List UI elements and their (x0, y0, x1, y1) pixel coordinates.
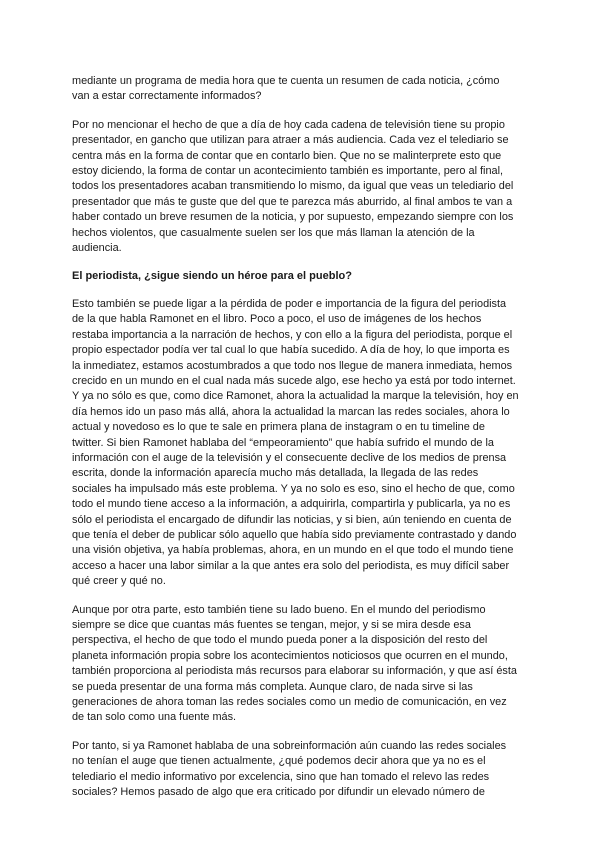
text-line: sociales ha impulsado más este problema. Y ya no solo es eso, sino el hecho de que, como (72, 482, 515, 495)
text-line: presentador que más te guste que del que te parezca más aburrido, al final ambos te van a (72, 195, 513, 208)
text-line: de la que habla Ramonet en el libro. Poco a poco, el uso de imágenes de los hechos (72, 313, 482, 326)
text-line: Esto también se puede ligar a la pérdida de poder e importancia de la figura del periodista (72, 297, 507, 310)
text-line: estoy diciendo, la forma de contar un acontecimiento también es importante, pero al final, (72, 165, 504, 178)
text-line: crecido en un mundo en el cual nada más sucede algo, ese hecho ya está por todo internet. (72, 374, 516, 387)
body-paragraph (72, 118, 534, 257)
text-line: día hemos ido un paso más allá, ahora la actualidad la marcan las redes sociales, ahora lo (72, 405, 510, 418)
text-line: qué creer y qué no. (72, 575, 166, 588)
body-paragraph (72, 603, 534, 726)
text-line: información con el auge de la televisión y el consecuente declive de los medios de prensa (72, 451, 507, 464)
text-line: acceso a hacer una labor similar a la que antes era solo del periodista, es muy difícil saber (72, 559, 510, 572)
text-line: audiencia. (72, 242, 122, 255)
text-line: la inmediatez, estamos acostumbrados a que todo nos llegue de manera inmediata, hemos (72, 359, 513, 372)
text-line: restaba importancia a la narración de hechos, y con ello a la figura del periodista, porque el (72, 328, 513, 341)
text-line: se pueda presentar de una forma más completa. Aunque claro, de nada sirve si las (72, 680, 473, 693)
text-line: escrita, donde la información aparecía mucho más detallada, la llegada de las redes (72, 467, 479, 480)
body-paragraph (72, 739, 534, 801)
text-line: presentador, en gancho que utilizan para atraer a más audiencia. Cada vez el telediario se (72, 134, 509, 147)
text-line: haber contado un breve resumen de la noticia, y por supuesto, empezando siempre con los (72, 211, 514, 224)
text-line: de tan solo como una fuente más. (72, 711, 237, 724)
text-line: sólo el periodista el encargado de difundir las noticias, y si bien, aún teniendo en cuenta de (72, 513, 512, 526)
text-line: planeta información propia sobre los acontecimientos noticiosos que ocurren en el mundo, (72, 649, 508, 662)
text-line: que tenía el deber de publicar sólo aquello que había sido previamente contrastado y dando (72, 528, 517, 541)
body-paragraph (72, 297, 534, 590)
text-line: mediante un programa de media hora que te cuenta un resumen de cada noticia, ¿cómo (72, 75, 500, 87)
text-line: Y ya no sólo es que, como dice Ramonet, ahora la actualidad la marque la televisión, hoy en (72, 390, 519, 403)
text-line: una visión objetiva, ya había problemas, ahora, en un mundo en el que todo el mundo tiene (72, 544, 514, 557)
text-line: sociales? Hemos pasado de algo que era criticado por difundir un elevado número de (72, 786, 485, 799)
text-line: twitter. Si bien Ramonet hablaba del “empeoramiento” que había sufrido el mundo de la (72, 436, 494, 449)
text-line: siempre se dice que cuantas más fuentes se tengan, mejor, y si se mira desde esa (72, 619, 471, 631)
text-line: Por tanto, si ya Ramonet hablaba de una sobreinformación aún cuando las redes sociales (72, 739, 507, 752)
text-line: propio espectador podía ver tal cual lo que había sucedido. A día de hoy, lo que importa es (72, 344, 510, 357)
text-line: perspectiva, el hecho de que todo el mundo pueda poner a la disposición del resto del (72, 634, 488, 647)
text-line: Aunque por otra parte, esto también tiene su lado bueno. En el mundo del periodismo (72, 603, 486, 616)
text-line: hechos violentos, que casualmente suelen ser los que más llaman la atención de la (72, 226, 475, 239)
text-line: telediario el medio informativo por excelencia, sino que han tomado el relevo las redes (72, 770, 490, 783)
text-line: generaciones de ahora toman las redes sociales como un medio de comunicación, en vez (72, 696, 507, 709)
section-heading: El periodista, ¿sigue siendo un héroe para el pueblo? (72, 270, 352, 283)
text-line: centra más en la forma de contar que en contarlo bien. Que no se malinterprete esto que (72, 149, 502, 162)
text-line: actual y novedoso es lo que te sale en primera plana de instagram o en tu timeline de (72, 421, 485, 434)
body-paragraph (72, 74, 534, 105)
text-line: no tenían el auge que tienen actualmente, ¿qué podemos decir ahora que ya no es el (72, 755, 486, 768)
text-line: todo el mundo tiene acceso a la información, a adquirirla, compartirla y publicarla, ya no es (72, 498, 511, 511)
text-line: van a estar correctamente informados? (72, 90, 262, 103)
text-line: Por no mencionar el hecho de que a día de hoy cada cadena de televisión tiene su propio (72, 118, 505, 131)
text-line: todos los presentadores acaban transmitiendo lo mismo, da igual que veas un telediario del (72, 180, 514, 193)
text-line: también proporciona al periodista más recursos para elaborar su información, y que así ésta (72, 665, 517, 678)
